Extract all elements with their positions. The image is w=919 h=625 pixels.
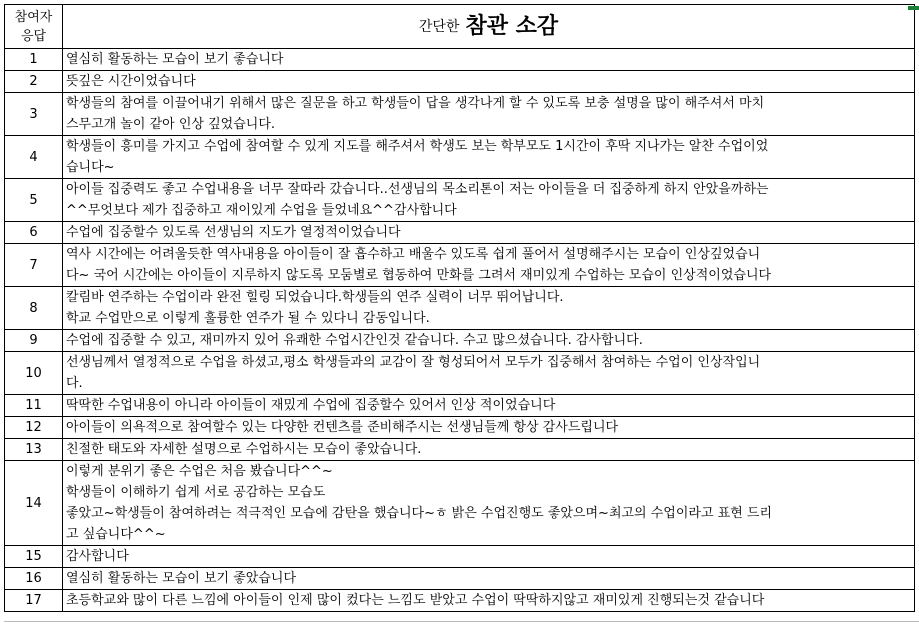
response-line: 선생님께서 열정적으로 수업을 하셨고,평소 학생들과의 교감이 잘 형성되어서 모두가 집중해서 참여하는 수업이 인상작입니 bbox=[66, 355, 761, 370]
table-row bbox=[5, 439, 915, 461]
response-line: 역사 시간에는 어려울듯한 역사내용을 아이들이 잘 흡수하고 배울수 있도록 쉽게 풀어서 설명해주시는 모습이 인상깊었습니 bbox=[66, 247, 761, 262]
table-row bbox=[5, 417, 915, 439]
table-row bbox=[5, 330, 915, 352]
response-cell[interactable] bbox=[63, 568, 915, 590]
row-number-cell[interactable]: 3 bbox=[5, 93, 63, 136]
response-line: 뜻깊은 시간이었습니다 bbox=[66, 74, 196, 89]
row-number-cell[interactable]: 13 bbox=[5, 439, 63, 461]
row-number-cell[interactable]: 4 bbox=[5, 136, 63, 179]
response-line: 이렇게 분위기 좋은 수업은 처음 봤습니다^^~ bbox=[66, 464, 333, 479]
response-line: 아이들이 의욕적으로 참여할수 있는 다양한 컨텐츠를 준비해주시는 선생님들께 항상 감사드립니다 bbox=[66, 420, 619, 435]
response-line: ^^무엇보다 제가 집중하고 재이있게 수업을 들었네요^^감사합니다 bbox=[66, 203, 457, 218]
response-line: 학생들이 흥미를 가지고 수업에 참여할 수 있게 지도를 해주셔서 학생도 보는 학부모도 1시간이 후딱 지나가는 알찬 수업이었 bbox=[66, 139, 769, 154]
table-row bbox=[5, 461, 915, 546]
response-cell[interactable] bbox=[63, 136, 915, 179]
response-cell[interactable] bbox=[63, 590, 915, 612]
response-cell[interactable] bbox=[63, 71, 915, 93]
response-cell[interactable] bbox=[63, 49, 915, 71]
response-line: 초등학교와 많이 다른 느낌에 아이들이 인제 많이 컸다는 느낌도 받았고 수업이 딱딱하지않고 재미있게 진행되는것 같습니다 bbox=[66, 593, 765, 608]
response-cell[interactable] bbox=[63, 417, 915, 439]
row-number-cell[interactable]: 10 bbox=[5, 352, 63, 395]
response-line: 다~ 국어 시간에는 아이들이 지루하지 않도록 모둠별로 협동하여 만화를 그려서 재미있게 수업하는 모습이 인상적이었습니다 bbox=[66, 268, 772, 283]
row-number-cell[interactable]: 1 bbox=[5, 49, 63, 71]
row-number-cell[interactable]: 5 bbox=[5, 179, 63, 222]
table-row bbox=[5, 395, 915, 417]
response-line: 습니다~ bbox=[66, 160, 115, 175]
response-line: 감사합니다 bbox=[66, 549, 129, 564]
response-line: 좋았고~학생들이 참여하려는 적극적인 모습에 감탄을 했습니다~ㅎ 밝은 수업진행도 좋았으며~최고의 수업이라고 표현 드리 bbox=[66, 506, 773, 521]
row-number-cell[interactable]: 7 bbox=[5, 244, 63, 287]
row-number-cell[interactable]: 9 bbox=[5, 330, 63, 352]
response-cell[interactable] bbox=[63, 222, 915, 244]
response-line: 학교 수업만으로 이렇게 훌륭한 연주가 될 수 있다니 감동입니다. bbox=[66, 311, 430, 326]
response-line: 친절한 태도와 자세한 설명으로 수업하시는 모습이 좋았습니다. bbox=[66, 442, 422, 457]
response-line: 딱딱한 수업내용이 아니라 아이들이 재밌게 수업에 집중할수 있어서 인상 적이었습니다 bbox=[66, 398, 556, 413]
table-row bbox=[5, 590, 915, 612]
table-row bbox=[5, 49, 915, 71]
response-line: 칼림바 연주하는 수업이라 완전 힐링 되었습니다.학생들의 연주 실력이 너무 뛰어납니다. bbox=[66, 290, 564, 305]
response-rows bbox=[5, 49, 915, 612]
response-cell[interactable] bbox=[63, 179, 915, 222]
response-cell[interactable] bbox=[63, 330, 915, 352]
row-number-cell[interactable]: 16 bbox=[5, 568, 63, 590]
response-line: 수업에 집중할수 있도록 선생님의 지도가 열정적이었습니다 bbox=[66, 225, 401, 240]
table-row bbox=[5, 179, 915, 222]
table-row bbox=[5, 352, 915, 395]
response-line: 스무고개 놀이 같아 인상 깊었습니다. bbox=[66, 117, 276, 132]
row-number-cell[interactable]: 8 bbox=[5, 287, 63, 330]
response-cell[interactable] bbox=[63, 287, 915, 330]
response-line: 학생들의 참여를 이끌어내기 위해서 많은 질문을 하고 학생들이 답을 생각나게 할 수 있도록 보충 설명을 많이 해주셔서 마치 bbox=[66, 96, 765, 111]
response-cell[interactable] bbox=[63, 352, 915, 395]
header-response-label: 응답 bbox=[20, 28, 47, 44]
page-title: 참관 소감 bbox=[465, 13, 559, 39]
row-number-cell[interactable]: 12 bbox=[5, 417, 63, 439]
header-respondent-cell[interactable] bbox=[5, 5, 63, 49]
response-cell[interactable] bbox=[63, 546, 915, 568]
table-row bbox=[5, 546, 915, 568]
title-prefix: 간단한 bbox=[418, 18, 460, 35]
header-respondent-label: 참여자 bbox=[14, 9, 53, 25]
row-number-cell[interactable]: 11 bbox=[5, 395, 63, 417]
survey-table bbox=[4, 4, 915, 612]
table-row bbox=[5, 568, 915, 590]
response-cell[interactable] bbox=[63, 93, 915, 136]
response-cell[interactable] bbox=[63, 439, 915, 461]
table-row bbox=[5, 222, 915, 244]
row-number-cell[interactable]: 15 bbox=[5, 546, 63, 568]
table-row bbox=[5, 244, 915, 287]
response-cell[interactable] bbox=[63, 461, 915, 546]
cell-indicator-mark bbox=[908, 6, 919, 10]
table-row bbox=[5, 93, 915, 136]
response-line: 수업에 집중할 수 있고, 재미까지 있어 유쾌한 수업시간인것 같습니다. 수고 많으셨습니다. 감사합니다. bbox=[66, 333, 643, 348]
response-line: 다. bbox=[66, 376, 83, 391]
response-cell[interactable] bbox=[63, 244, 915, 287]
row-number-cell[interactable]: 6 bbox=[5, 222, 63, 244]
table-row bbox=[5, 71, 915, 93]
sheet-bottom-divider bbox=[4, 621, 919, 622]
row-number-cell[interactable]: 14 bbox=[5, 461, 63, 546]
row-number-cell[interactable]: 17 bbox=[5, 590, 63, 612]
table-row bbox=[5, 287, 915, 330]
response-line: 아이들 집중력도 좋고 수업내용을 너무 잘따라 갔습니다..선생님의 목소리톤이 저는 아이들을 더 집중하게 하지 안았을까하는 bbox=[66, 182, 769, 197]
response-line: 열심히 활동하는 모습이 보기 좋았습니다 bbox=[66, 571, 297, 586]
response-line: 고 싶습니다^^~ bbox=[66, 527, 166, 542]
table-row bbox=[5, 136, 915, 179]
response-line: 열심히 활동하는 모습이 보기 좋습니다 bbox=[66, 52, 284, 67]
response-cell[interactable] bbox=[63, 395, 915, 417]
response-line: 학생들이 이해하기 쉽게 서로 공감하는 모습도 bbox=[66, 485, 326, 500]
header-title-cell[interactable] bbox=[63, 5, 915, 49]
row-number-cell[interactable]: 2 bbox=[5, 71, 63, 93]
